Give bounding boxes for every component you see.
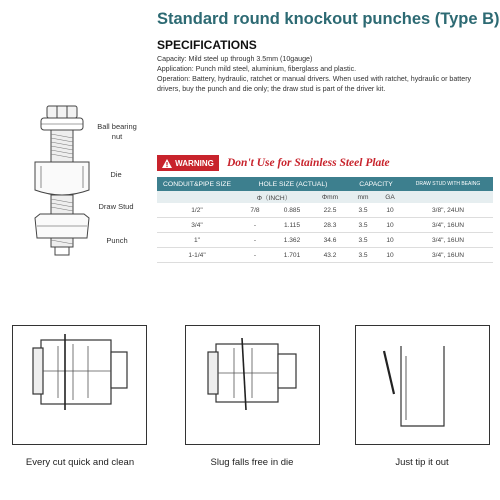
cell-draw-stud: 3/4", 16UN [403, 233, 493, 248]
nut-top [47, 106, 77, 118]
header-capacity: CAPACITY [349, 177, 403, 191]
cell-draw-stud: 3/4", 16UN [403, 248, 493, 263]
caption-step-3: Just tip it out [395, 457, 449, 468]
header-draw-stud: DRAW STUD WITH BEAING [403, 177, 493, 191]
subheader-mm: Φmm [311, 191, 349, 203]
cell-capacity-mm: 3.5 [349, 203, 377, 218]
subheader-inch: Φ（INCH） [237, 191, 311, 203]
cell-mm: 22.5 [311, 203, 349, 218]
cell-capacity-mm: 3.5 [349, 233, 377, 248]
cell-gauge: 10 [377, 233, 403, 248]
punch-die-housing [41, 340, 111, 404]
cell-inch: 1.362 [273, 233, 311, 248]
slug [384, 351, 394, 394]
step-panel-cut [12, 325, 147, 445]
step-panel-tip [355, 325, 490, 445]
stud-head [111, 352, 127, 388]
cell-fraction: - [237, 233, 273, 248]
cell-mm: 43.2 [311, 248, 349, 263]
step-panel-slug [185, 325, 320, 445]
cell-inch: 1.115 [273, 218, 311, 233]
cell-inch: 0.885 [273, 203, 311, 218]
cell-conduit-size: 1/2" [157, 203, 237, 218]
die-cup [401, 346, 444, 426]
nut-ring [208, 352, 218, 394]
spec-operation: Operation: Battery, hydraulic, ratchet or manual drivers. When used with ratchet, hydraulic or battery drivers, buy the punch and die only; the draw stud is part of the driver kit. [157, 75, 472, 93]
cell-mm: 34.6 [311, 233, 349, 248]
cell-fraction: 7/8 [237, 203, 273, 218]
table-row [157, 203, 493, 218]
warning-badge-label: WARNING [175, 158, 214, 168]
cell-conduit-size: 3/4" [157, 218, 237, 233]
table-row [157, 248, 493, 263]
subheader-ga: GA [377, 191, 403, 203]
table-row [157, 218, 493, 233]
header-conduit-size: CONDUIT&PIPE SIZE [157, 177, 237, 191]
punch-assembly-diagram [0, 100, 150, 265]
cell-gauge: 10 [377, 203, 403, 218]
cell-inch: 1.701 [273, 248, 311, 263]
warning-triangle-icon [162, 159, 172, 168]
caption-step-1: Every cut quick and clean [25, 457, 135, 468]
size-table [157, 177, 493, 263]
caption-step-2: Slug falls free in die [210, 457, 294, 468]
stud-end [55, 247, 69, 255]
subheader-cell [157, 191, 237, 203]
cell-draw-stud: 3/4", 16UN [403, 218, 493, 233]
label-ball-bearing-nut: Ball bearing nut [97, 122, 137, 141]
cell-gauge: 10 [377, 248, 403, 263]
warning-badge [157, 155, 219, 171]
cell-draw-stud: 3/8", 24UN [403, 203, 493, 218]
cell-conduit-size: 1" [157, 233, 237, 248]
specifications-body [157, 54, 492, 94]
spec-capacity: Capacity: Mild steel up through 3.5mm (10gauge) [157, 55, 313, 63]
stud-head [278, 354, 296, 388]
cut-illustration [13, 326, 146, 444]
slug-illustration [186, 326, 319, 444]
label-punch: Punch [106, 236, 128, 245]
subheader-cell [403, 191, 493, 203]
page-title: Standard round knockout punches (Type B) [157, 10, 500, 28]
warning-message: Don't Use for Stainless Steel Plate [227, 157, 390, 169]
header-hole-size: HOLE SIZE (ACTUAL) [237, 177, 349, 191]
tip-out-illustration [356, 326, 489, 444]
cell-capacity-mm: 3.5 [349, 248, 377, 263]
cell-fraction: - [237, 248, 273, 263]
cell-capacity-mm: 3.5 [349, 218, 377, 233]
cell-mm: 28.3 [311, 218, 349, 233]
spec-application: Application: Punch mild steel, aluminium, fiberglass and plastic. [157, 65, 357, 73]
die-body [35, 162, 89, 195]
cell-conduit-size: 1-1/4" [157, 248, 237, 263]
nut-ring [33, 348, 43, 394]
subheader-capacity-mm: mm [349, 191, 377, 203]
label-die: Die [110, 170, 122, 179]
cell-fraction: - [237, 218, 273, 233]
label-draw-stud: Draw Stud [98, 202, 134, 211]
specifications-heading: SPECIFICATIONS [157, 38, 257, 52]
cell-gauge: 10 [377, 218, 403, 233]
table-subheader-row [157, 191, 493, 203]
table-row [157, 233, 493, 248]
